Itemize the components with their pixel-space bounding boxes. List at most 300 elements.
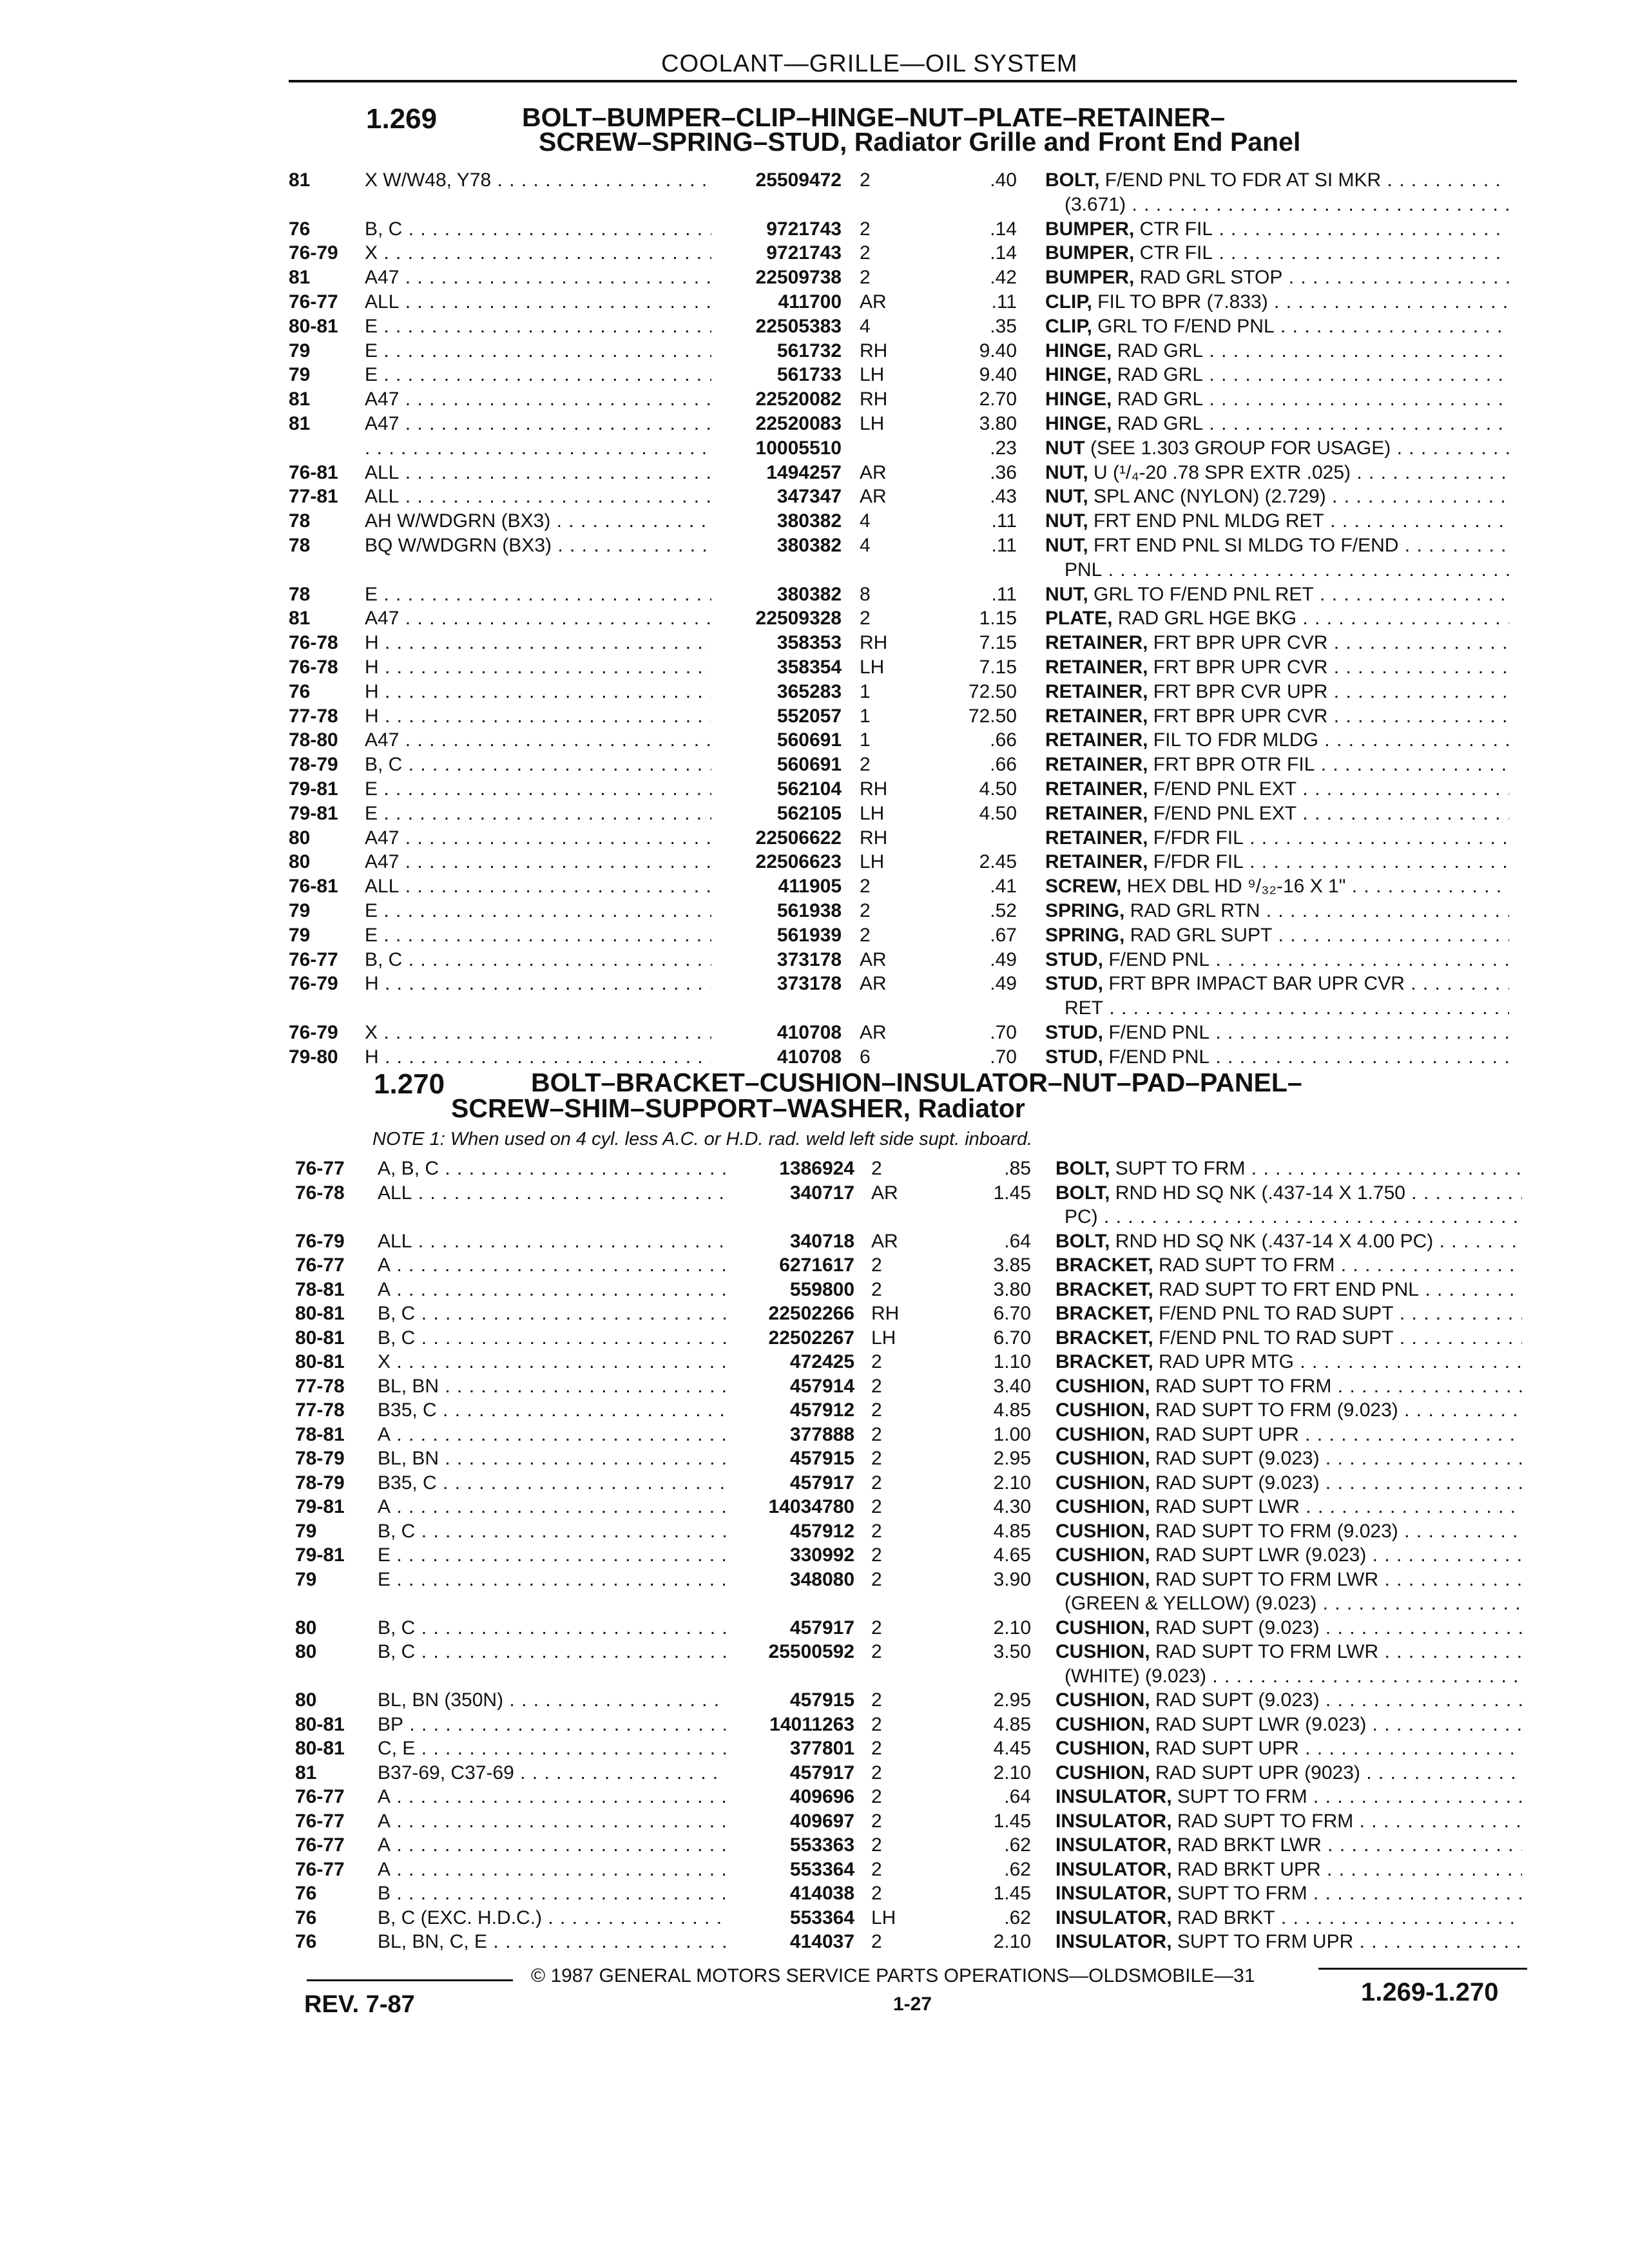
part-number: 22509738 <box>755 267 842 289</box>
part-description <box>1045 875 1509 898</box>
part-keyword: INSULATOR, <box>1055 1834 1172 1856</box>
part-number: 373178 <box>776 973 842 995</box>
usage-code: A . . . <box>378 1785 726 1809</box>
model-year: 79 <box>295 1520 317 1542</box>
parts-row <box>0 656 1629 679</box>
model-year: 79 <box>289 924 311 946</box>
usage-code: E . . . <box>365 924 711 947</box>
parts-row <box>0 1568 1629 1591</box>
price: .11 <box>991 583 1017 605</box>
part-number: 22505383 <box>755 315 842 337</box>
parts-row <box>0 1350 1629 1374</box>
part-keyword: INSULATOR, <box>1055 1883 1172 1904</box>
parts-row <box>0 485 1629 508</box>
part-description <box>1045 680 1509 704</box>
quantity: 2 <box>871 1931 882 1952</box>
model-year: 79-80 <box>289 1046 338 1068</box>
parts-row <box>0 899 1629 923</box>
model-year: 76-78 <box>289 657 338 678</box>
usage-code: E . . . <box>365 363 711 387</box>
usage-code: E . . . <box>365 778 711 801</box>
part-number: 6271617 <box>779 1254 854 1276</box>
part-description-text: RAD UPR MTG <box>1153 1351 1295 1372</box>
part-number: 561938 <box>776 900 842 921</box>
part-keyword: STUD, <box>1045 1022 1103 1043</box>
model-year: 80-81 <box>295 1738 345 1759</box>
usage-code: B . . . <box>378 1882 726 1905</box>
model-year: 79 <box>295 1568 317 1590</box>
part-description <box>1055 1472 1522 1495</box>
price: .23 <box>990 437 1017 459</box>
quantity: LH <box>871 1907 896 1928</box>
footer-rule-left <box>307 1979 513 1981</box>
part-description-text: RAD SUPT TO FRM LWR <box>1150 1568 1379 1590</box>
part-number: 9721743 <box>766 218 842 240</box>
part-description <box>1045 485 1509 508</box>
part-description-text: FRT END PNL MLDG RET <box>1088 510 1324 532</box>
model-year: 80 <box>295 1689 317 1711</box>
quantity: 2 <box>871 1472 882 1494</box>
usage-code: BP . . . <box>378 1713 726 1736</box>
part-description <box>1045 363 1509 387</box>
quantity: 2 <box>871 1496 882 1517</box>
price: 6.70 <box>993 1303 1031 1324</box>
parts-row <box>0 1046 1629 1069</box>
parts-row <box>0 1230 1629 1253</box>
part-description <box>1055 1713 1522 1736</box>
footer-group-range: 1.269-1.270 <box>1361 1978 1499 2006</box>
part-description-text: RAD GRL STOP <box>1134 267 1283 289</box>
part-description-text: GRL TO F/END PNL <box>1092 315 1275 337</box>
usage-code: E . . . <box>365 583 711 606</box>
usage-code: B, C . . . <box>378 1302 726 1325</box>
part-description-text: RAD GRL <box>1112 364 1204 386</box>
part-number: 22502266 <box>768 1303 854 1324</box>
part-description-text: RND HD SQ NK (.437-14 X 4.00 PC) <box>1110 1230 1434 1252</box>
part-description <box>1045 315 1509 338</box>
part-number: 552057 <box>776 705 842 727</box>
part-keyword: SPRING, <box>1045 924 1125 946</box>
price: 2.95 <box>993 1689 1031 1711</box>
price: 2.10 <box>993 1762 1031 1783</box>
quantity: 1 <box>860 680 871 702</box>
quantity: 2 <box>860 267 871 289</box>
part-description <box>1045 656 1509 679</box>
part-description <box>1045 291 1509 314</box>
model-year: 76-77 <box>295 1810 345 1832</box>
price: .64 <box>1004 1786 1031 1807</box>
part-keyword: CUSHION, <box>1055 1689 1150 1711</box>
part-description <box>1055 1327 1522 1350</box>
model-year: 76-79 <box>289 1022 338 1043</box>
parts-row <box>0 729 1629 752</box>
part-number: 562105 <box>776 802 842 824</box>
price: .14 <box>990 242 1017 264</box>
part-description <box>1055 1858 1522 1881</box>
part-keyword: CUSHION, <box>1055 1568 1150 1590</box>
part-keyword: CLIP, <box>1045 315 1092 337</box>
part-keyword: RETAINER, <box>1045 754 1148 776</box>
part-number: 373178 <box>776 948 842 970</box>
part-keyword: BRACKET, <box>1055 1303 1153 1324</box>
part-keyword: NUT, <box>1045 510 1088 532</box>
footer-revision: REV. 7-87 <box>304 1991 415 2018</box>
model-year: 76-79 <box>289 973 338 995</box>
usage-code: A, B, C . . . <box>378 1157 726 1180</box>
price: .66 <box>990 754 1017 776</box>
parts-row <box>0 1375 1629 1398</box>
part-description-text: CTR FIL <box>1134 218 1213 240</box>
part-description <box>1045 899 1509 923</box>
part-description <box>1045 388 1509 411</box>
part-number: 561733 <box>776 364 842 386</box>
price: .62 <box>1004 1858 1031 1880</box>
part-number: 553364 <box>789 1907 854 1928</box>
model-year: 77-78 <box>295 1375 345 1397</box>
part-keyword: RETAINER, <box>1045 778 1148 800</box>
part-keyword: HINGE, <box>1045 413 1112 434</box>
section-title-line2: SCREW–SPRING–STUD, Radiator Grille and Front End Panel <box>539 127 1301 157</box>
part-description <box>1055 1399 1522 1422</box>
part-keyword: SPRING, <box>1045 900 1125 921</box>
part-description-text: CTR FIL <box>1134 242 1213 264</box>
usage-code: ALL . . . <box>365 461 711 485</box>
model-year: 81 <box>289 413 311 434</box>
model-year: 76 <box>295 1883 317 1904</box>
price: 4.85 <box>993 1520 1031 1542</box>
part-description <box>1055 1254 1522 1277</box>
model-year: 76-81 <box>289 461 338 483</box>
quantity: 2 <box>860 900 871 921</box>
parts-row <box>0 1785 1629 1809</box>
price: 72.50 <box>968 680 1017 702</box>
usage-code: BL, BN . . . <box>378 1375 726 1398</box>
part-description <box>1055 1182 1522 1205</box>
part-description <box>1055 1157 1522 1180</box>
part-number: 553363 <box>789 1834 854 1856</box>
part-description-text: FIL TO BPR (7.833) <box>1092 291 1268 312</box>
section-note: NOTE 1: When used on 4 cyl. less A.C. or H.D. rad. weld left side supt. inboard. <box>372 1129 1033 1149</box>
part-description <box>1045 1046 1509 1069</box>
usage-code: H . . . <box>365 656 711 679</box>
quantity: 2 <box>871 1762 882 1783</box>
part-description <box>1055 1350 1522 1374</box>
part-description <box>1055 1907 1522 1930</box>
quantity: 1 <box>860 729 871 751</box>
part-number: 457914 <box>789 1375 854 1397</box>
quantity: 2 <box>871 1641 882 1662</box>
quantity: 6 <box>860 1046 871 1068</box>
part-description-text: RAD GRL SUPT <box>1124 924 1273 946</box>
parts-row <box>0 510 1629 533</box>
part-description-text: RAD GRL RTN <box>1124 900 1260 921</box>
usage-code: X W/W48, Y78 . . . <box>365 169 711 192</box>
usage-code: BQ W/WDGRN (BX3) . . . <box>365 534 711 557</box>
price: .67 <box>990 924 1017 946</box>
part-number: 377888 <box>789 1423 854 1445</box>
part-description <box>1045 1021 1509 1044</box>
part-number: 22509328 <box>755 608 842 629</box>
price: 4.45 <box>993 1738 1031 1759</box>
part-keyword: BRACKET, <box>1055 1278 1153 1300</box>
part-number: 1494257 <box>766 461 842 483</box>
part-number: 25500592 <box>768 1641 854 1662</box>
quantity: AR <box>860 486 887 508</box>
part-keyword: CUSHION, <box>1055 1713 1150 1735</box>
model-year: 78-81 <box>295 1423 345 1445</box>
part-description-text: F/END PNL EXT <box>1148 802 1297 824</box>
part-description-text: F/FDR FIL <box>1148 827 1244 849</box>
part-description <box>1055 1737 1522 1760</box>
price: .70 <box>990 1046 1017 1068</box>
quantity: 2 <box>871 1689 882 1711</box>
parts-row <box>0 972 1629 995</box>
quantity: 2 <box>871 1351 882 1372</box>
part-number: 25509472 <box>755 169 842 191</box>
part-number: 457915 <box>789 1448 854 1469</box>
usage-code: A . . . <box>378 1423 726 1446</box>
usage-code: X . . . <box>365 242 711 265</box>
price: 2.10 <box>993 1617 1031 1639</box>
price: 3.80 <box>993 1278 1031 1300</box>
parts-row <box>0 1640 1629 1664</box>
footer-page-number: 1-27 <box>893 1994 932 2015</box>
part-description-text: SPL ANC (NYLON) (2.729) <box>1088 486 1326 508</box>
parts-row <box>0 1021 1629 1044</box>
parts-row <box>0 1157 1629 1180</box>
part-description <box>1055 1568 1522 1591</box>
part-number: 330992 <box>789 1544 854 1566</box>
quantity: 2 <box>871 1568 882 1590</box>
part-description <box>1045 850 1509 874</box>
part-number: 457917 <box>789 1762 854 1783</box>
part-description-text: F/END PNL <box>1103 1022 1210 1043</box>
price: .85 <box>1004 1158 1031 1179</box>
usage-code: E . . . <box>378 1544 726 1567</box>
part-keyword: BRACKET, <box>1055 1254 1153 1276</box>
price: .62 <box>1004 1834 1031 1856</box>
part-keyword: BUMPER, <box>1045 267 1135 289</box>
usage-code: B, C . . . <box>365 948 711 972</box>
parts-row <box>0 1737 1629 1760</box>
usage-code: E . . . <box>378 1568 726 1591</box>
parts-row <box>0 1520 1629 1543</box>
page-header-title: COOLANT—GRILLE—OIL SYSTEM <box>661 50 1078 77</box>
quantity: 4 <box>860 315 871 337</box>
part-description <box>1055 1447 1522 1470</box>
part-keyword: BOLT, <box>1045 169 1100 191</box>
part-number: 22502267 <box>768 1327 854 1349</box>
usage-code: B, C . . . <box>378 1640 726 1664</box>
part-keyword: RETAINER, <box>1045 705 1148 727</box>
model-year: 76-79 <box>295 1230 345 1252</box>
model-year: 80 <box>289 827 311 849</box>
usage-code: A47 . . . <box>365 607 711 630</box>
part-description-text: SUPT TO FRM <box>1171 1883 1307 1904</box>
part-description <box>1045 972 1509 995</box>
model-year: 80-81 <box>289 315 338 337</box>
part-keyword: HINGE, <box>1045 340 1112 361</box>
part-keyword: NUT, <box>1045 486 1088 508</box>
quantity: 2 <box>860 218 871 240</box>
part-description-text: RAD BRKT <box>1171 1907 1275 1928</box>
part-number: 561732 <box>776 340 842 361</box>
part-description <box>1055 1520 1522 1543</box>
part-description-text: RAD SUPT (9.023) <box>1150 1448 1320 1469</box>
usage-code: ALL . . . <box>378 1230 726 1253</box>
part-description-text: F/END PNL <box>1103 1046 1210 1068</box>
quantity: AR <box>860 948 887 970</box>
quantity: 2 <box>871 1617 882 1639</box>
quantity: 2 <box>871 1448 882 1469</box>
part-description-text: F/END PNL TO RAD SUPT <box>1153 1327 1394 1349</box>
quantity: 4 <box>860 535 871 556</box>
part-keyword: CUSHION, <box>1055 1544 1150 1566</box>
part-description-text: SUPT TO FRM UPR <box>1171 1931 1354 1952</box>
price: 1.10 <box>993 1351 1031 1372</box>
usage-code: H . . . <box>365 631 711 655</box>
part-number: 457912 <box>789 1399 854 1421</box>
part-description-text: RAD SUPT (9.023) <box>1150 1617 1320 1639</box>
price: 1.45 <box>993 1810 1031 1832</box>
parts-row <box>0 291 1629 314</box>
quantity: 2 <box>871 1786 882 1807</box>
part-description-text: RAD GRL <box>1112 413 1204 434</box>
usage-code: A47 . . . <box>365 850 711 874</box>
parts-row <box>0 1882 1629 1905</box>
price: 3.80 <box>979 413 1017 434</box>
model-year: 79-81 <box>289 802 338 824</box>
parts-row <box>0 948 1629 972</box>
part-description <box>1045 607 1509 630</box>
quantity: LH <box>860 851 885 873</box>
price: .11 <box>991 291 1017 312</box>
part-number: 22506622 <box>755 827 842 849</box>
parts-row <box>0 1689 1629 1712</box>
model-year: 78-81 <box>295 1278 345 1300</box>
price: 9.40 <box>979 340 1017 361</box>
part-keyword: PLATE, <box>1045 608 1113 629</box>
parts-row <box>0 924 1629 947</box>
part-number: 457917 <box>789 1617 854 1639</box>
parts-row <box>0 1544 1629 1567</box>
parts-row <box>0 1713 1629 1736</box>
part-number: 457912 <box>789 1520 854 1542</box>
parts-row <box>0 1762 1629 1785</box>
part-description <box>1055 1617 1522 1640</box>
part-keyword: INSULATOR, <box>1055 1786 1172 1807</box>
part-description-text: RAD BRKT UPR <box>1171 1858 1321 1880</box>
model-year: 76-77 <box>295 1858 345 1880</box>
part-number: 410708 <box>776 1022 842 1043</box>
model-year: 76-81 <box>289 876 338 898</box>
price: .36 <box>990 461 1017 483</box>
part-keyword: RETAINER, <box>1045 657 1148 678</box>
part-description-text: F/END PNL TO FDR AT SI MKR <box>1099 169 1382 191</box>
model-year: 80 <box>295 1641 317 1662</box>
part-keyword: NUT, <box>1045 535 1088 556</box>
model-year: 78-79 <box>295 1472 345 1494</box>
model-year: 76 <box>289 218 311 240</box>
part-number: 380382 <box>776 510 842 532</box>
parts-row <box>0 1302 1629 1325</box>
model-year: 76-77 <box>295 1158 345 1179</box>
quantity: 2 <box>860 754 871 776</box>
part-description <box>1045 266 1509 289</box>
quantity: LH <box>860 657 885 678</box>
quantity: 2 <box>860 242 871 264</box>
model-year: 78 <box>289 510 311 532</box>
part-description-text: F/END PNL EXT <box>1148 778 1297 800</box>
model-year: 76 <box>295 1907 317 1928</box>
model-year: 76-77 <box>289 948 338 970</box>
quantity: RH <box>860 827 888 849</box>
usage-code: B, C (EXC. H.D.C.) . . . <box>378 1907 726 1930</box>
part-description <box>1045 437 1509 460</box>
part-keyword: CUSHION, <box>1055 1496 1150 1517</box>
part-description <box>1045 169 1509 192</box>
price: .49 <box>990 973 1017 995</box>
model-year: 76-78 <box>289 632 338 654</box>
parts-row <box>0 1858 1629 1881</box>
usage-code: B, C . . . <box>365 753 711 776</box>
usage-code: A47 . . . <box>365 266 711 289</box>
price: .62 <box>1004 1907 1031 1928</box>
part-number: 340717 <box>789 1182 854 1204</box>
usage-code: ALL . . . <box>378 1182 726 1205</box>
price: 4.65 <box>993 1544 1031 1566</box>
usage-code: C, E . . . <box>378 1737 726 1760</box>
part-description-text: SUPT TO FRM <box>1171 1786 1307 1807</box>
quantity: 2 <box>871 1883 882 1904</box>
parts-row <box>0 242 1629 265</box>
price: 2.70 <box>979 389 1017 410</box>
quantity: 2 <box>860 924 871 946</box>
model-year: 76 <box>289 680 311 702</box>
quantity: AR <box>860 461 887 483</box>
parts-row <box>0 753 1629 776</box>
part-keyword: CUSHION, <box>1055 1399 1150 1421</box>
part-number: 560691 <box>776 729 842 751</box>
usage-code: ALL . . . <box>365 291 711 314</box>
parts-row <box>0 1834 1629 1857</box>
part-number: 560691 <box>776 754 842 776</box>
model-year: 80-81 <box>295 1351 345 1372</box>
usage-code: A47 . . . <box>365 388 711 411</box>
part-keyword: BRACKET, <box>1055 1327 1153 1349</box>
part-keyword: RETAINER, <box>1045 632 1148 654</box>
parts-row <box>0 1399 1629 1422</box>
part-description-text: RAD SUPT UPR (9023) <box>1150 1762 1360 1783</box>
part-description <box>1045 705 1509 728</box>
parts-row <box>0 388 1629 411</box>
usage-code: BL, BN . . . <box>378 1447 726 1470</box>
parts-row <box>0 827 1629 850</box>
part-number: 358353 <box>776 632 842 654</box>
part-description-text: FRT BPR OTR FIL <box>1148 754 1315 776</box>
price: 3.40 <box>993 1375 1031 1397</box>
part-number: 9721743 <box>766 242 842 264</box>
model-year: 76-77 <box>295 1254 345 1276</box>
usage-code: A . . . <box>378 1495 726 1519</box>
part-keyword: INSULATOR, <box>1055 1931 1172 1952</box>
price: 1.45 <box>993 1883 1031 1904</box>
part-description <box>1055 1882 1522 1905</box>
part-description-text: RAD SUPT TO FRM LWR <box>1150 1641 1379 1662</box>
parts-row <box>0 412 1629 436</box>
part-number: 553364 <box>789 1858 854 1880</box>
part-description-text: RAD SUPT LWR (9.023) <box>1150 1713 1367 1735</box>
